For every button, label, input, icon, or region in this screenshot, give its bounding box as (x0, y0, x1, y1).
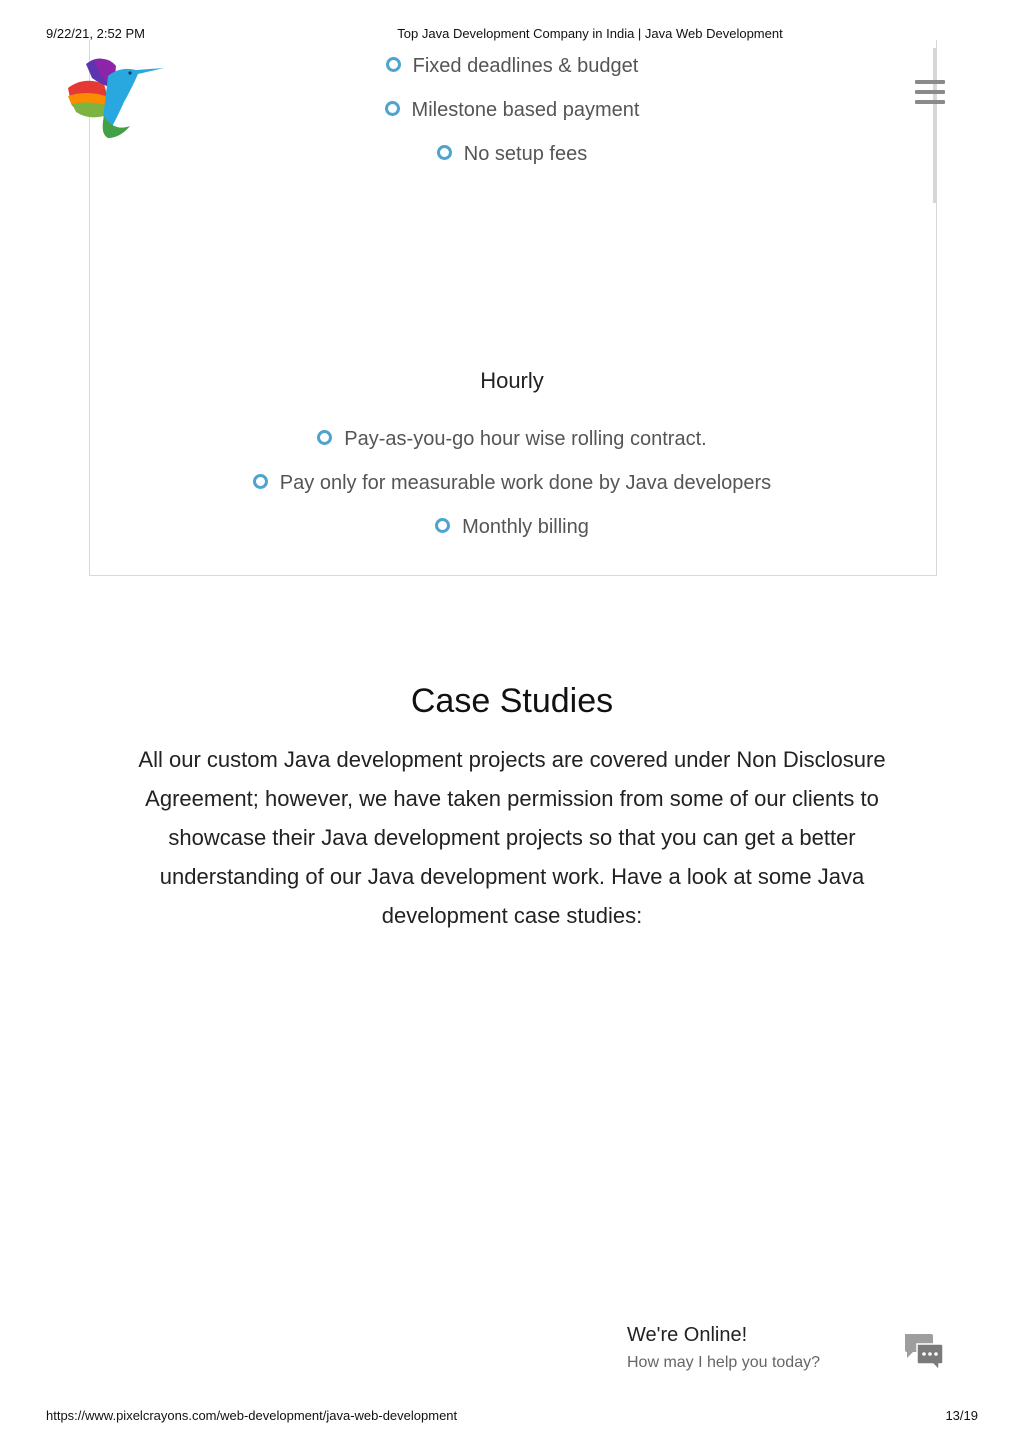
list-item (0, 427, 1024, 451)
chat-subtitle: How may I help you today? (627, 1354, 820, 1371)
print-url: https://www.pixelcrayons.com/web-development/java-web-development (46, 1408, 458, 1423)
print-page-number: 13/19 (945, 1408, 978, 1423)
menu-bar (915, 80, 945, 84)
case-studies-description: All our custom Java development projects are covered under Non Disclosure Agreement; however, we have taken permission from some of our clients to showcase their Java development projects so that you can get a better understanding of our Java development work. Have a look at some Java development case studies: (138, 747, 886, 928)
list-item (0, 54, 1024, 78)
chat-bubbles-icon[interactable] (903, 1332, 945, 1370)
bullet-circle-icon (386, 57, 401, 72)
list-item (0, 142, 1024, 166)
bullet-circle-icon (317, 430, 332, 445)
case-studies-heading: Case Studies (410, 682, 614, 720)
feature-text: No setup fees (463, 143, 588, 165)
bullet-circle-icon (253, 474, 268, 489)
list-item (0, 515, 1024, 539)
list-item (0, 471, 1024, 495)
bullet-circle-icon (385, 101, 400, 116)
hourly-plan-title: Hourly (480, 368, 544, 393)
feature-text: Pay only for measurable work done by Java developers (279, 472, 772, 494)
live-chat-widget[interactable] (627, 1324, 957, 1384)
list-item (0, 98, 1024, 122)
print-datetime: 9/22/21, 2:52 PM (46, 26, 146, 41)
menu-bar (915, 90, 945, 94)
bullet-circle-icon (435, 518, 450, 533)
feature-text: Monthly billing (462, 516, 589, 538)
print-page-title: Top Java Development Company in India | Java Web Development (397, 26, 783, 41)
bullet-circle-icon (437, 145, 452, 160)
chat-title: We're Online! (627, 1324, 748, 1346)
feature-text: Pay-as-you-go hour wise rolling contract. (344, 428, 707, 450)
feature-text: Milestone based payment (411, 99, 640, 121)
feature-text: Fixed deadlines & budget (412, 55, 639, 77)
